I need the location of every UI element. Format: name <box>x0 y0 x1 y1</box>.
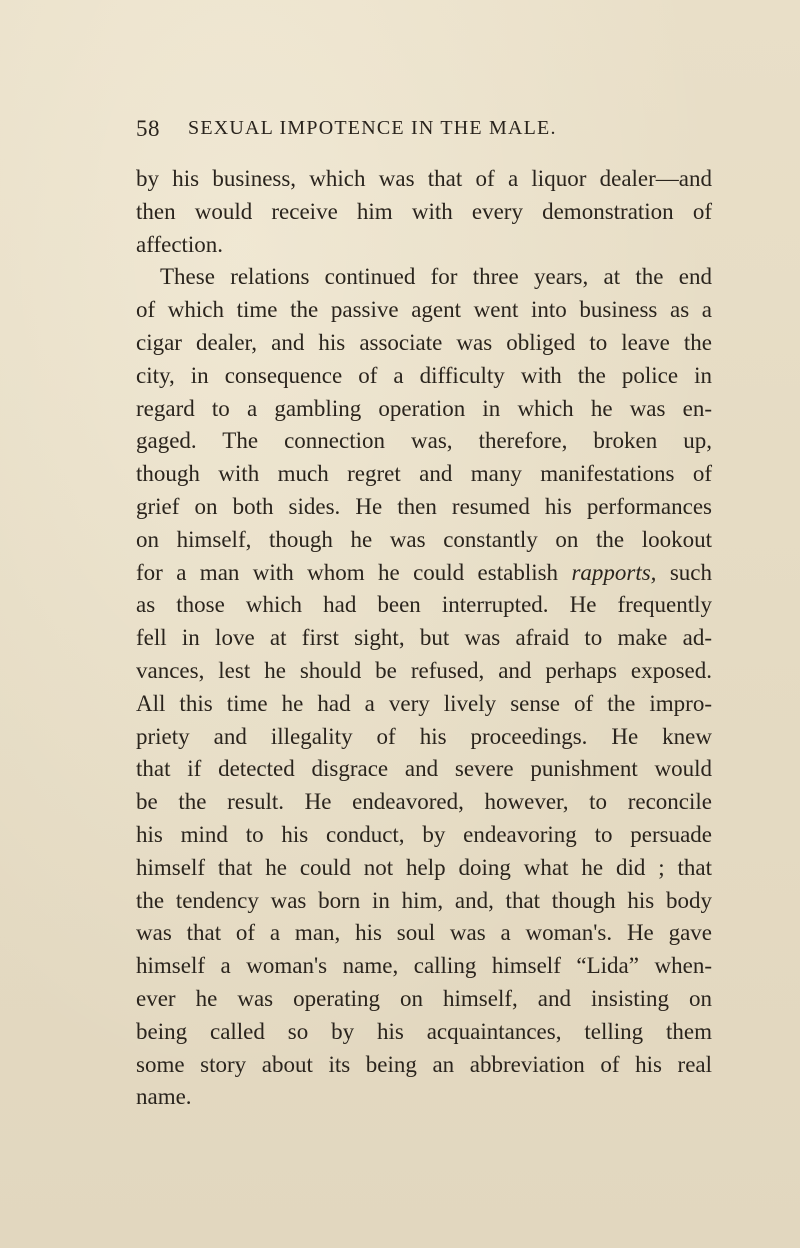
text-line: the tendency was born in him, and, that though his body <box>136 887 712 913</box>
text-line: was that of a man, his soul was a woman's. He gave <box>136 920 712 946</box>
text-line: city, in consequence of a difficulty with the police in <box>136 362 712 388</box>
text-line: regard to a gambling operation in which he was en- <box>136 395 712 421</box>
text-line: priety and illegality of his proceedings. He knew <box>136 723 712 749</box>
text-segment: such <box>669 559 712 585</box>
text-line: that if detected disgrace and severe punishment would <box>136 756 712 782</box>
text-line-mixed <box>136 557 712 590</box>
text-segment: for a man with whom he could establish <box>136 559 559 585</box>
text-line: then would receive him with every demonstration of <box>136 198 712 224</box>
text-line: name. <box>136 1084 192 1110</box>
text-line: be the result. He endeavored, however, to reconcile <box>136 789 712 815</box>
text-line: All this time he had a very lively sense of the impro- <box>136 690 712 716</box>
text-line: on himself, though he was constantly on the lookout <box>136 526 712 552</box>
running-head: SEXUAL IMPOTENCE IN THE MALE. <box>188 117 557 139</box>
text-line: though with much regret and many manifestations of <box>136 461 712 487</box>
text-line: himself that he could not help doing what he did ; that <box>136 854 712 880</box>
page-header <box>136 116 696 144</box>
text-line: by his business, which was that of a liquor dealer—and <box>136 166 712 191</box>
text-line: affection. <box>136 231 224 257</box>
text-line: of which time the passive agent went into business as a <box>136 297 712 323</box>
text-line: as those which had been interrupted. He frequently <box>136 592 712 618</box>
text-line: grief on both sides. He then resumed his performances <box>136 493 712 519</box>
text-line: himself a woman's name, calling himself “Lida” when- <box>136 953 712 979</box>
text-line: These relations continued for three years, at the end <box>160 264 712 290</box>
italic-term: rapports, <box>571 559 657 585</box>
page-number: 58 <box>136 116 160 141</box>
text-line: being called so by his acquaintances, telling them <box>136 1018 712 1044</box>
text-line: some story about its being an abbreviation of his real <box>136 1051 712 1077</box>
text-line: ever he was operating on himself, and insisting on <box>136 985 712 1011</box>
text-line: fell in love at first sight, but was afraid to make ad- <box>136 625 712 651</box>
body-text <box>136 163 712 1114</box>
text-line: gaged. The connection was, therefore, broken up, <box>136 428 712 454</box>
text-line: vances, lest he should be refused, and perhaps exposed. <box>136 657 712 683</box>
text-line: cigar dealer, and his associate was obliged to leave the <box>136 329 712 355</box>
text-line: his mind to his conduct, by endeavoring to persuade <box>136 821 712 847</box>
